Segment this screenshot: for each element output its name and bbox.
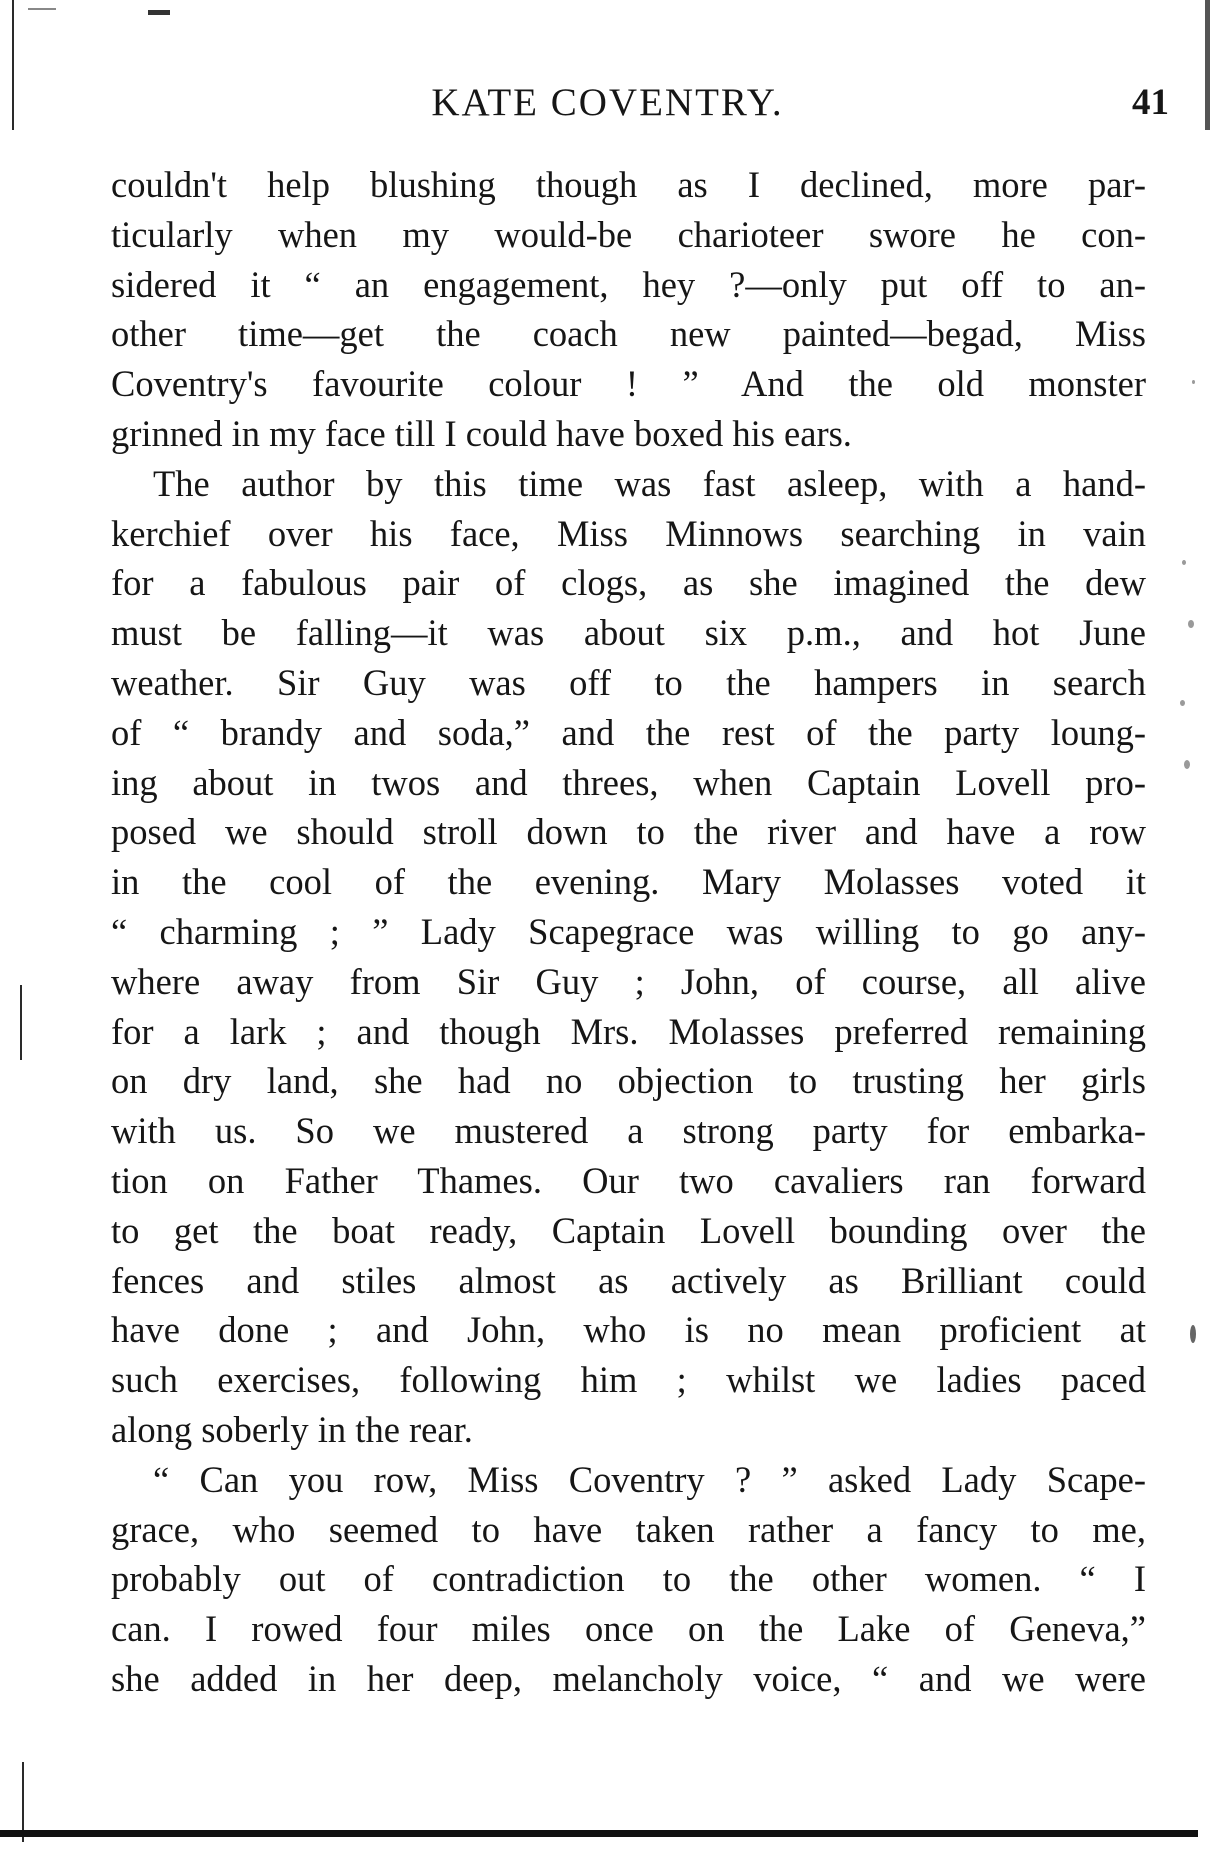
text-line: posed we should stroll down to the river and have a row <box>111 811 1146 853</box>
text-line: other time—get the coach new painted—begad, Miss <box>111 313 1146 355</box>
text-line: sidered it “ an engagement, hey ?—only put off to an- <box>111 263 1146 305</box>
text-line: fences and stiles almost as actively as Brilliant could <box>111 1259 1146 1301</box>
text-line: she added in her deep, melancholy voice, “ and we were <box>111 1657 1146 1699</box>
text-line: probably out of contradiction to the other women. “ I <box>111 1558 1146 1600</box>
text-line: ing about in twos and threes, when Captain Lovell pro- <box>111 761 1146 803</box>
scan-speck <box>1190 1325 1196 1343</box>
text-line: grace, who seemed to have taken rather a fancy to me, <box>111 1508 1146 1550</box>
text-line: on dry land, she had no objection to trusting her girls <box>111 1060 1146 1102</box>
text-line: with us. So we mustered a strong party for embarka- <box>111 1110 1146 1152</box>
scan-edge-mark <box>20 985 22 1060</box>
page-header <box>0 78 1215 128</box>
text-line: to get the boat ready, Captain Lovell bounding over the <box>111 1209 1146 1251</box>
scan-speck <box>1192 380 1195 384</box>
scan-edge-mark <box>148 10 170 15</box>
scan-speck <box>1182 560 1186 565</box>
body-text <box>111 160 1146 1704</box>
text-line: “ charming ; ” Lady Scapegrace was willing to go any- <box>111 910 1146 952</box>
running-title: KATE COVENTRY. <box>431 81 784 124</box>
scan-speck <box>1188 620 1194 628</box>
scan-speck <box>1184 760 1190 769</box>
text-line: such exercises, following him ; whilst we ladies paced <box>111 1359 1146 1401</box>
text-line: must be falling—it was about six p.m., and hot June <box>111 612 1146 654</box>
text-line: for a fabulous pair of clogs, as she imagined the dew <box>111 562 1146 604</box>
text-line: of “ brandy and soda,” and the rest of the party loung- <box>111 711 1146 753</box>
text-line: where away from Sir Guy ; John, of course, all alive <box>111 960 1146 1002</box>
text-line: ticularly when my would-be charioteer swore he con- <box>111 213 1146 255</box>
scan-edge-mark <box>28 8 56 10</box>
text-line: can. I rowed four miles once on the Lake of Geneva,” <box>111 1608 1146 1650</box>
scan-speck <box>1180 700 1185 706</box>
bottom-rule <box>0 1830 1198 1837</box>
text-line: “ Can you row, Miss Coventry ? ” asked Lady Scape- <box>153 1458 1146 1500</box>
text-line: have done ; and John, who is no mean proficient at <box>111 1309 1146 1351</box>
text-line: for a lark ; and though Mrs. Molasses preferred remaining <box>111 1010 1146 1052</box>
text-line: couldn't help blushing though as I declined, more par- <box>111 164 1146 205</box>
text-line: weather. Sir Guy was off to the hampers in search <box>111 661 1146 703</box>
text-line: in the cool of the evening. Mary Molasses voted it <box>111 861 1146 903</box>
text-line: along soberly in the rear. <box>111 1408 473 1450</box>
text-line: grinned in my face till I could have boxed his ears. <box>111 412 852 454</box>
text-line: tion on Father Thames. Our two cavaliers ran forward <box>111 1159 1146 1201</box>
text-line: kerchief over his face, Miss Minnows searching in vain <box>111 512 1146 554</box>
text-line: The author by this time was fast asleep, with a hand- <box>153 462 1146 504</box>
page-number: 41 <box>1132 82 1169 123</box>
text-line: Coventry's favourite colour ! ” And the old monster <box>111 363 1146 405</box>
